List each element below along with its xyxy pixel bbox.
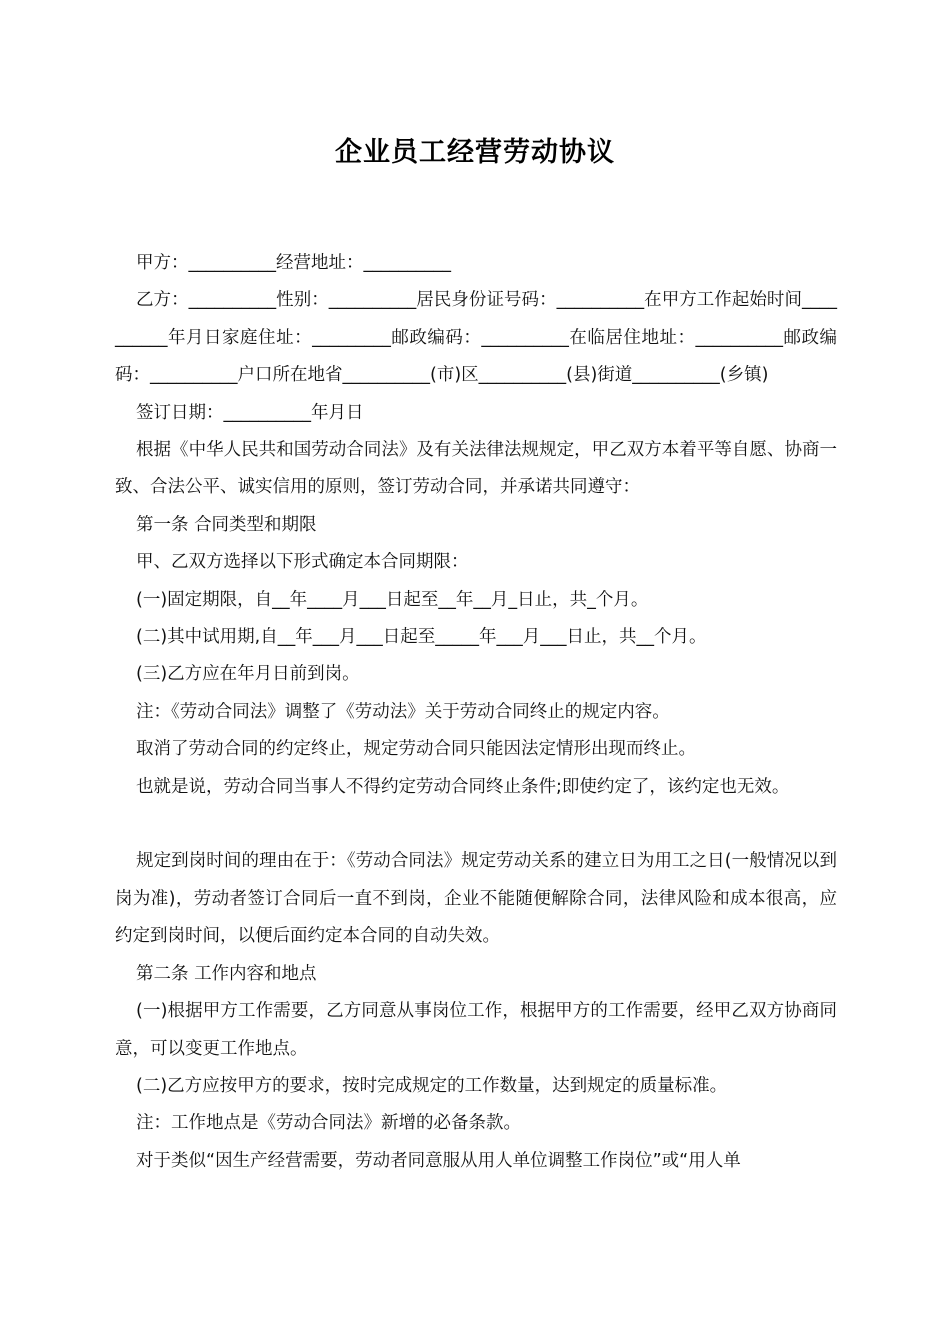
article-2-item-2: (二)乙方应按甲方的要求，按时完成规定的工作数量，达到规定的质量标准。 <box>136 1075 728 1096</box>
body-paragraph: 对于类似“因生产经营需要，劳动者同意服从用人单位调整工作岗位”或“用人单 <box>136 1150 741 1171</box>
article-1-item-2: (二)其中试用期,自__年___月___日起至_____年___月___日止，共__个月。 <box>136 627 707 648</box>
paragraph-spacer <box>115 806 837 843</box>
signing-date: 签订日期：__________年月日 <box>136 402 364 423</box>
party-b-info: 乙方：__________性别：__________居民身份证号码：__________在甲方工作起始时间__________年月日家庭住址：_________邮政编码：__________在临居住地址：__________邮政编码：__________户口所在地省__________(市)区__________(县)街道__________(乡镇) <box>115 290 837 386</box>
article-1-intro: 甲、乙双方选择以下形式确定本合同期限： <box>136 552 469 573</box>
note-paragraph: 注：工作地点是《劳动合同法》新增的必备条款。 <box>136 1113 521 1134</box>
article-2-heading: 第二条 工作内容和地点 <box>136 963 317 984</box>
note-paragraph: 注：《劳动合同法》调整了《劳动法》关于劳动合同终止的规定内容。 <box>136 701 670 722</box>
article-1-item-1: (一)固定期限，自__年____月___日起至__年__月_日止，共_个月。 <box>136 589 649 610</box>
article-1-heading: 第一条 合同类型和期限 <box>136 514 317 535</box>
article-1-item-3: (三)乙方应在年月日前到岗。 <box>136 664 360 685</box>
arrival-time-explanation: 规定到岗时间的理由在于：《劳动合同法》规定劳动关系的建立日为用工之日(一般情况以到岗为准)，劳动者签订合同后一直不到岗，企业不能随便解除合同，法律风险和成本很高，应约定到岗时间，以便后面约定本合同的自动失效。 <box>115 851 837 947</box>
document-title: 企业员工经营劳动协议 <box>335 137 615 168</box>
document-body <box>115 245 837 1180</box>
note-paragraph: 也就是说，劳动合同当事人不得约定劳动合同终止条件;即使约定了，该约定也无效。 <box>136 776 790 797</box>
note-paragraph: 取消了劳动合同的约定终止，规定劳动合同只能因法定情形出现而终止。 <box>136 739 696 760</box>
party-a-line: 甲方：__________经营地址：__________ <box>136 253 451 273</box>
preamble-paragraph: 根据《中华人民共和国劳动合同法》及有关法律法规规定，甲乙双方本着平等自愿、协商一致、合法公平、诚实信用的原则，签订劳动合同，并承诺共同遵守： <box>115 440 837 498</box>
article-2-item-1: (一)根据甲方工作需要，乙方同意从事岗位工作，根据甲方的工作需要，经甲乙双方协商同意，可以变更工作地点。 <box>115 1001 837 1059</box>
